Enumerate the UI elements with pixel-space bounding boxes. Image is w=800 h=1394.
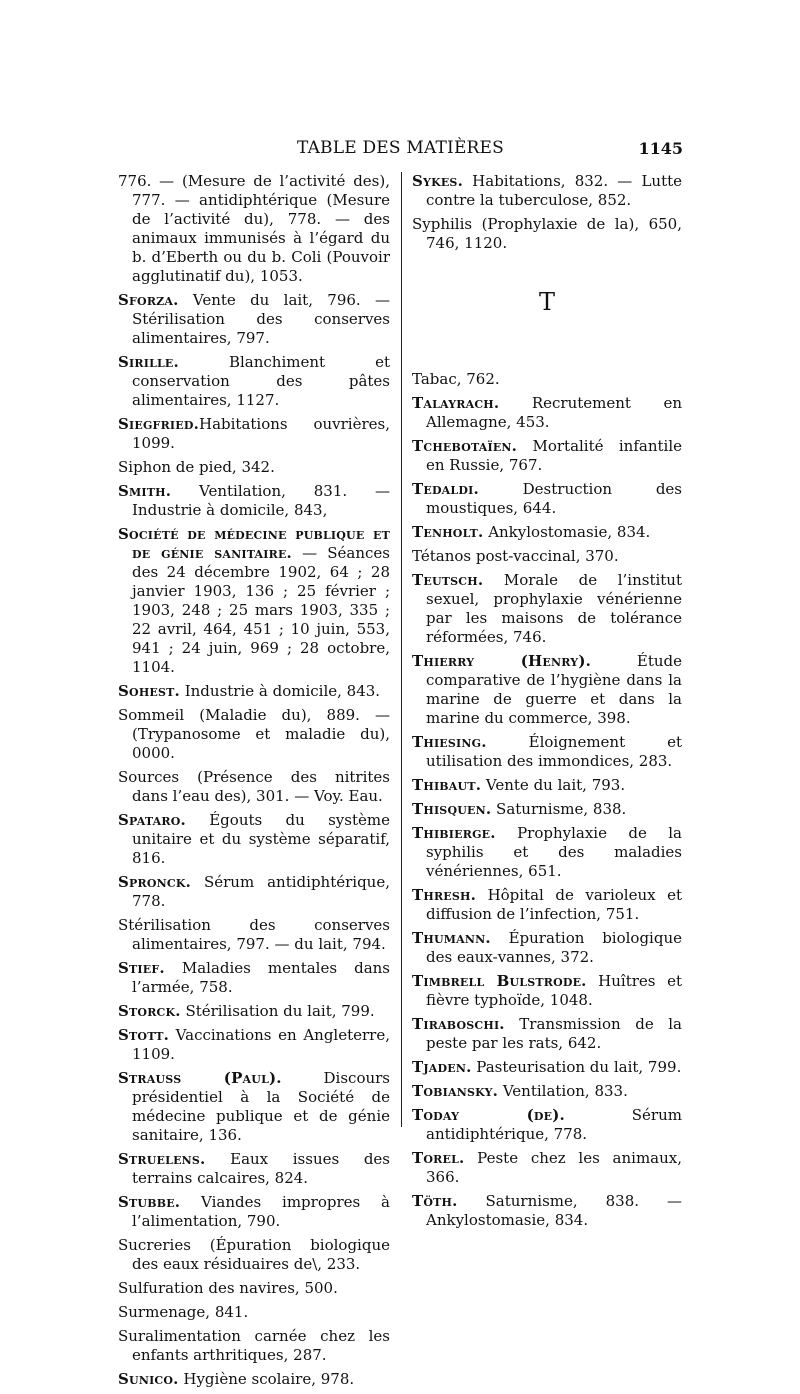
entry-heading: Talayrach.: [412, 394, 500, 412]
entry-text: Habitations ouvrières, 1099.: [132, 415, 390, 452]
index-entry: [118, 458, 390, 477]
index-entry: [118, 811, 390, 868]
index-entry: [412, 172, 682, 210]
entry-text: Huîtres et fièvre typhoïde, 1048.: [426, 972, 682, 1009]
entry-heading: Strauss (Paul).: [118, 1069, 282, 1087]
entry-heading: Stott.: [118, 1026, 170, 1044]
index-entry: [118, 353, 390, 410]
entry-text: Sommeil (Maladie du), 889. — (Trypanosome et maladie du), 0000.: [118, 706, 390, 762]
entry-text: Sucreries (Épuration biologique des eaux résiduaires de\, 233.: [118, 1236, 390, 1273]
entry-text: Ventilation, 833.: [498, 1082, 628, 1100]
entry-heading: Tobiansky.: [412, 1082, 499, 1100]
entry-text: Discours présidentiel à la Société de médecine publique et de génie sanitaire, 136.: [132, 1069, 390, 1144]
index-entry: [118, 1327, 390, 1365]
entry-text: Saturnisme, 838. — Ankylostomasie, 834.: [426, 1192, 682, 1229]
index-entry: [118, 1193, 390, 1231]
right-column: [412, 172, 682, 1235]
entry-heading: Torel.: [412, 1149, 465, 1167]
index-entry: [412, 523, 682, 542]
entry-text: Peste chez les animaux, 366.: [426, 1149, 682, 1186]
index-entry: [118, 1279, 390, 1298]
entry-text: Pasteurisation du lait, 799.: [471, 1058, 682, 1076]
entry-heading: Sykes.: [412, 172, 463, 190]
entry-text: Étude comparative de l’hygiène dans la marine de guerre et dans la marine du commerce, 398.: [426, 652, 682, 727]
index-entry: [118, 916, 390, 954]
entry-text: Destruction des moustiques, 644.: [426, 480, 682, 517]
entry-heading: Teutsch.: [412, 571, 484, 589]
entry-heading: Today (de).: [412, 1106, 565, 1124]
entry-heading: Sirille.: [118, 353, 179, 371]
index-entry: [412, 652, 682, 728]
entry-text: Surmenage, 841.: [118, 1303, 249, 1321]
index-entry: [412, 929, 682, 967]
right-column-top-entries: [412, 172, 682, 253]
index-entry: [412, 824, 682, 881]
entry-text: Viandes impropres à l’alimentation, 790.: [132, 1193, 390, 1230]
entry-text: Stérilisation des conserves alimentaires, 797. — du lait, 794.: [118, 916, 390, 953]
entry-heading: Société de médecine publique et de génie sanitaire.: [118, 525, 390, 562]
entry-heading: Tchebotaïen.: [412, 437, 518, 455]
right-column-bottom-entries: [412, 370, 682, 1230]
index-entry: [118, 415, 390, 453]
entry-text: Hygiène scolaire, 978.: [178, 1370, 355, 1388]
entry-heading: Spronck.: [118, 873, 192, 891]
entry-heading: Stubbe.: [118, 1193, 181, 1211]
section-letter: T: [538, 288, 555, 316]
entry-text: Mortalité infantile en Russie, 767.: [426, 437, 682, 474]
index-entry: [412, 480, 682, 518]
entry-text: Tabac, 762.: [412, 370, 500, 388]
entry-text: Épuration biologique des eaux-vannes, 372.: [426, 929, 682, 966]
index-entry: [118, 1303, 390, 1322]
entry-text: Stérilisation du lait, 799.: [180, 1002, 375, 1020]
entry-text: Sources (Présence des nitrites dans l’eau des), 301. — Voy. Eau.: [118, 768, 390, 805]
index-entry: [412, 1106, 682, 1144]
entry-heading: Tjaden.: [412, 1058, 472, 1076]
entry-heading: Töth.: [412, 1192, 458, 1210]
entry-text: Tétanos post-vaccinal, 370.: [412, 547, 619, 565]
index-entry: [412, 437, 682, 475]
entry-text: Égouts du système unitaire et du système séparatif, 816.: [132, 811, 390, 867]
entry-heading: Storck.: [118, 1002, 181, 1020]
entry-heading: Tedaldi.: [412, 480, 479, 498]
index-entry: [118, 1236, 390, 1274]
entry-text: Siphon de pied, 342.: [118, 458, 275, 476]
entry-text: Recrutement en Allemagne, 453.: [426, 394, 682, 431]
index-entry: [412, 547, 682, 566]
entry-text: Sérum antidiphtérique, 778.: [426, 1106, 682, 1143]
index-entry: [412, 1082, 682, 1101]
left-column: [118, 172, 390, 1394]
index-entry: [118, 682, 390, 701]
index-entry: [118, 172, 390, 286]
index-entry: [118, 1370, 390, 1389]
entry-text: Morale de l’institut sexuel, prophylaxie vénérienne par les maisons de tolérance réformées, 746.: [426, 571, 682, 646]
entry-heading: Tenholt.: [412, 523, 484, 541]
index-entry: [118, 1069, 390, 1145]
entry-text: Transmission de la peste par les rats, 642.: [426, 1015, 682, 1052]
index-entry: [118, 525, 390, 677]
entry-heading: Thierry (Henry).: [412, 652, 592, 670]
column-divider: [401, 172, 402, 1127]
entry-heading: Tiraboschi.: [412, 1015, 505, 1033]
entry-heading: Thresh.: [412, 886, 477, 904]
entry-heading: Thibaut.: [412, 776, 482, 794]
entry-heading: Sforza.: [118, 291, 179, 309]
entry-text: Sérum antidiphtérique, 778.: [132, 873, 390, 910]
page-header: [118, 138, 683, 168]
entry-heading: Thiesing.: [412, 733, 487, 751]
index-entry: [118, 482, 390, 520]
entry-text: Habitations, 832. — Lutte contre la tuberculose, 852.: [426, 172, 682, 209]
index-entry: [412, 972, 682, 1010]
entry-heading: Struelens.: [118, 1150, 206, 1168]
entry-text: Industrie à domicile, 843.: [179, 682, 381, 700]
entry-text: Éloignement et utilisation des immondices, 283.: [426, 733, 682, 770]
index-entry: [412, 733, 682, 771]
index-entry: [118, 706, 390, 763]
running-title: TABLE DES MATIÈRES: [296, 138, 505, 158]
index-entry: [118, 1002, 390, 1021]
entry-heading: Sohest.: [118, 682, 180, 700]
index-entry: [118, 959, 390, 997]
index-entry: [412, 776, 682, 795]
index-entry: [412, 1192, 682, 1230]
entry-text: Ankylostomasie, 834.: [483, 523, 651, 541]
entry-text: Ventilation, 831. — Industrie à domicile, 843,: [132, 482, 390, 519]
index-entry: [412, 886, 682, 924]
entry-heading: Thumann.: [412, 929, 491, 947]
entry-heading: Sunico.: [118, 1370, 179, 1388]
entry-heading: Siegfried.: [118, 415, 199, 433]
entry-text: Syphilis (Prophylaxie de la), 650, 746, 1120.: [412, 215, 682, 252]
entry-text: Vente du lait, 793.: [481, 776, 626, 794]
entry-heading: Spataro.: [118, 811, 186, 829]
entry-heading: Timbrell Bulstrode.: [412, 972, 587, 990]
index-entry: [412, 1015, 682, 1053]
entry-text: Sulfuration des navires, 500.: [118, 1279, 338, 1297]
index-entry: [118, 768, 390, 806]
index-entry: [412, 1058, 682, 1077]
entry-text: Eaux issues des terrains calcaires, 824.: [132, 1150, 390, 1187]
entry-text: Hôpital de varioleux et diffusion de l’infection, 751.: [426, 886, 682, 923]
index-entry: [118, 1150, 390, 1188]
entry-text: Blanchiment et conservation des pâtes alimentaires, 1127.: [132, 353, 390, 409]
entry-text: Saturnisme, 838.: [491, 800, 627, 818]
entry-text: Vente du lait, 796. — Stérilisation des conserves alimentaires, 797.: [132, 291, 390, 347]
entry-heading: Thisquen.: [412, 800, 492, 818]
entry-text: Vaccinations en Angleterre, 1109.: [132, 1026, 390, 1063]
index-entry: [412, 215, 682, 253]
page-number: 1145: [638, 139, 683, 158]
entry-text: — Séances des 24 décembre 1902, 64 ; 28 janvier 1903, 136 ; 25 février ; 1903, 248 ; 25 mars 1903, 335 ; 22 avril, 464, 451 ; 10 juin, 553, 941 ; 24 juin, 969 ; 28 octobre, 1104.: [132, 544, 390, 676]
index-entry: [412, 1149, 682, 1187]
entry-text: Prophylaxie de la syphilis et des maladies vénériennes, 651.: [426, 824, 682, 880]
entry-heading: Stief.: [118, 959, 165, 977]
index-entry: [118, 1026, 390, 1064]
index-entry: [118, 873, 390, 911]
entry-heading: Smith.: [118, 482, 172, 500]
entry-text: Maladies mentales dans l’armée, 758.: [132, 959, 390, 996]
entry-heading: Thibierge.: [412, 824, 496, 842]
entry-text: Suralimentation carnée chez les enfants arthritiques, 287.: [118, 1327, 390, 1364]
index-entry: [412, 800, 682, 819]
index-entry: [412, 370, 682, 389]
entry-text: 776. — (Mesure de l’activité des), 777. — antidiphtérique (Mesure de l’activité du), 778. — des animaux immunisés à l’égard du b. d’Eberth ou du b. Coli (Pouvoir agglutinatif du), 1053.: [118, 172, 390, 285]
index-entry: [412, 571, 682, 647]
index-entry: [412, 394, 682, 432]
index-entry: [118, 291, 390, 348]
